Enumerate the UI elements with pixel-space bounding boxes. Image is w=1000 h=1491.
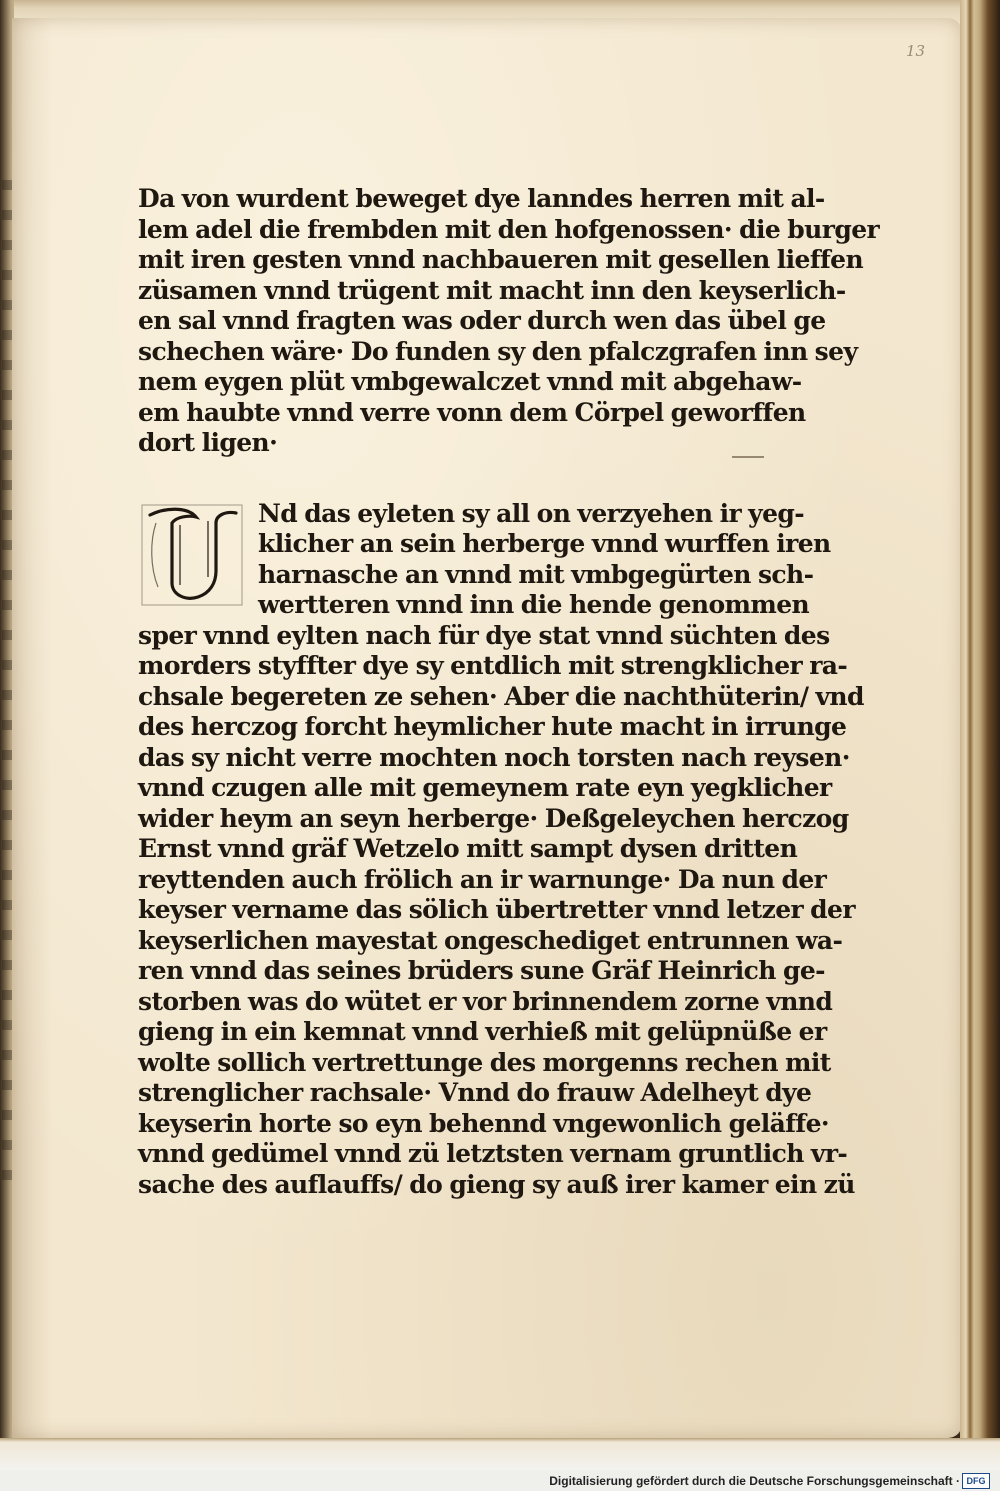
text-line: vnnd czugen alle mit gemeynem rate eyn yegklicher [138, 773, 832, 802]
text-line: strenglicher rachsale· Vnnd do frauw Adelheyt dye [138, 1078, 812, 1107]
text-line: chsale begereten ze sehen· Aber die nachthüterin/ vnd [138, 681, 864, 711]
text-line: sache des auflauffs/ do gieng sy auß irer kamer ein zü [138, 1169, 855, 1199]
text-line: züsamen vnnd trügent mit macht inn den keyserlich- [138, 275, 846, 305]
text-line: dort ligen· [138, 428, 278, 457]
footer-credit: Digitalisierung gefördert durch die Deutsche Forschungsgemeinschaft · [549, 1474, 960, 1488]
text-line: nem eygen plüt vmbgewalczet vnnd mit abgehaw- [138, 367, 802, 396]
blackletter-text-block [138, 184, 880, 1200]
folio-number: 13 [906, 42, 926, 60]
text-line: en sal vnnd fragten was oder durch wen das übel ge [138, 306, 826, 335]
text-line: Ernst vnnd gräf Wetzelo mitt sampt dysen dritten [138, 834, 798, 863]
text-line: das sy nicht verre mochten noch torsten nach reysen· [138, 742, 850, 772]
paragraph-end-rule [732, 456, 764, 458]
paragraph-1 [138, 184, 880, 459]
text-line: wider heym an seyn herberge· Deßgeleychen herczog [138, 803, 849, 833]
text-line: keyser vername das sölich übertretter vnnd letzer der [138, 895, 855, 924]
drop-cap-initial [136, 501, 248, 611]
text-line: reyttenden auch frölich an ir warnunge· Da nun der [138, 864, 827, 894]
text-line: vnnd gedümel vnnd zü letztsten vernam gruntlich vr- [138, 1139, 848, 1168]
text-line: wertteren vnnd inn die hende genommen [258, 590, 810, 619]
text-line: mit iren gesten vnnd nachbaueren mit gesellen lieffen [138, 245, 864, 274]
text-line: storben was do wütet er vor brinnendem zorne vnnd [138, 986, 833, 1016]
text-line: schechen wäre· Do funden sy den pfalczgrafen inn sey [138, 336, 858, 366]
text-line: Nd das eyleten sy all on verzyehen ir yeg- [258, 498, 805, 528]
text-line: wolte sollich vertrettunge des morgenns rechen mit [138, 1047, 831, 1077]
page-bottom-edge [0, 1438, 1000, 1470]
text-line: ren vnnd das seines brüders sune Gräf Heinrich ge- [138, 956, 825, 985]
text-line: sper vnnd eylten nach für dye stat vnnd süchten des [138, 620, 830, 650]
text-line: lem adel die frembden mit den hofgenossen· die burger [138, 214, 880, 244]
text-line: keyserin horte so eyn behennd vngewonlich geläffe· [138, 1108, 829, 1138]
dfg-logo: DFG [962, 1473, 990, 1489]
text-line: des herczog forcht heymlicher hute macht in irrunge [138, 712, 847, 741]
text-line: keyserlichen mayestat ongeschediget entrunnen wa- [138, 925, 843, 955]
page-stack-edge [960, 0, 1000, 1460]
text-line: gieng in ein kemnat vnnd verhieß mit gelüpnüße er [138, 1017, 827, 1046]
text-line: em haubte vnnd verre vonn dem Cörpel geworffen [138, 397, 806, 427]
text-line: Da von wurdent beweget dye lanndes herren mit al- [138, 184, 825, 213]
text-line: klicher an sein herberge vnnd wurffen iren [258, 529, 831, 558]
text-line: morders styffter dye sy entdlich mit strengklicher ra- [138, 651, 848, 680]
paragraph-2 [138, 498, 864, 1201]
text-line: harnasche an vnnd mit vmbgegürten sch- [258, 559, 814, 589]
